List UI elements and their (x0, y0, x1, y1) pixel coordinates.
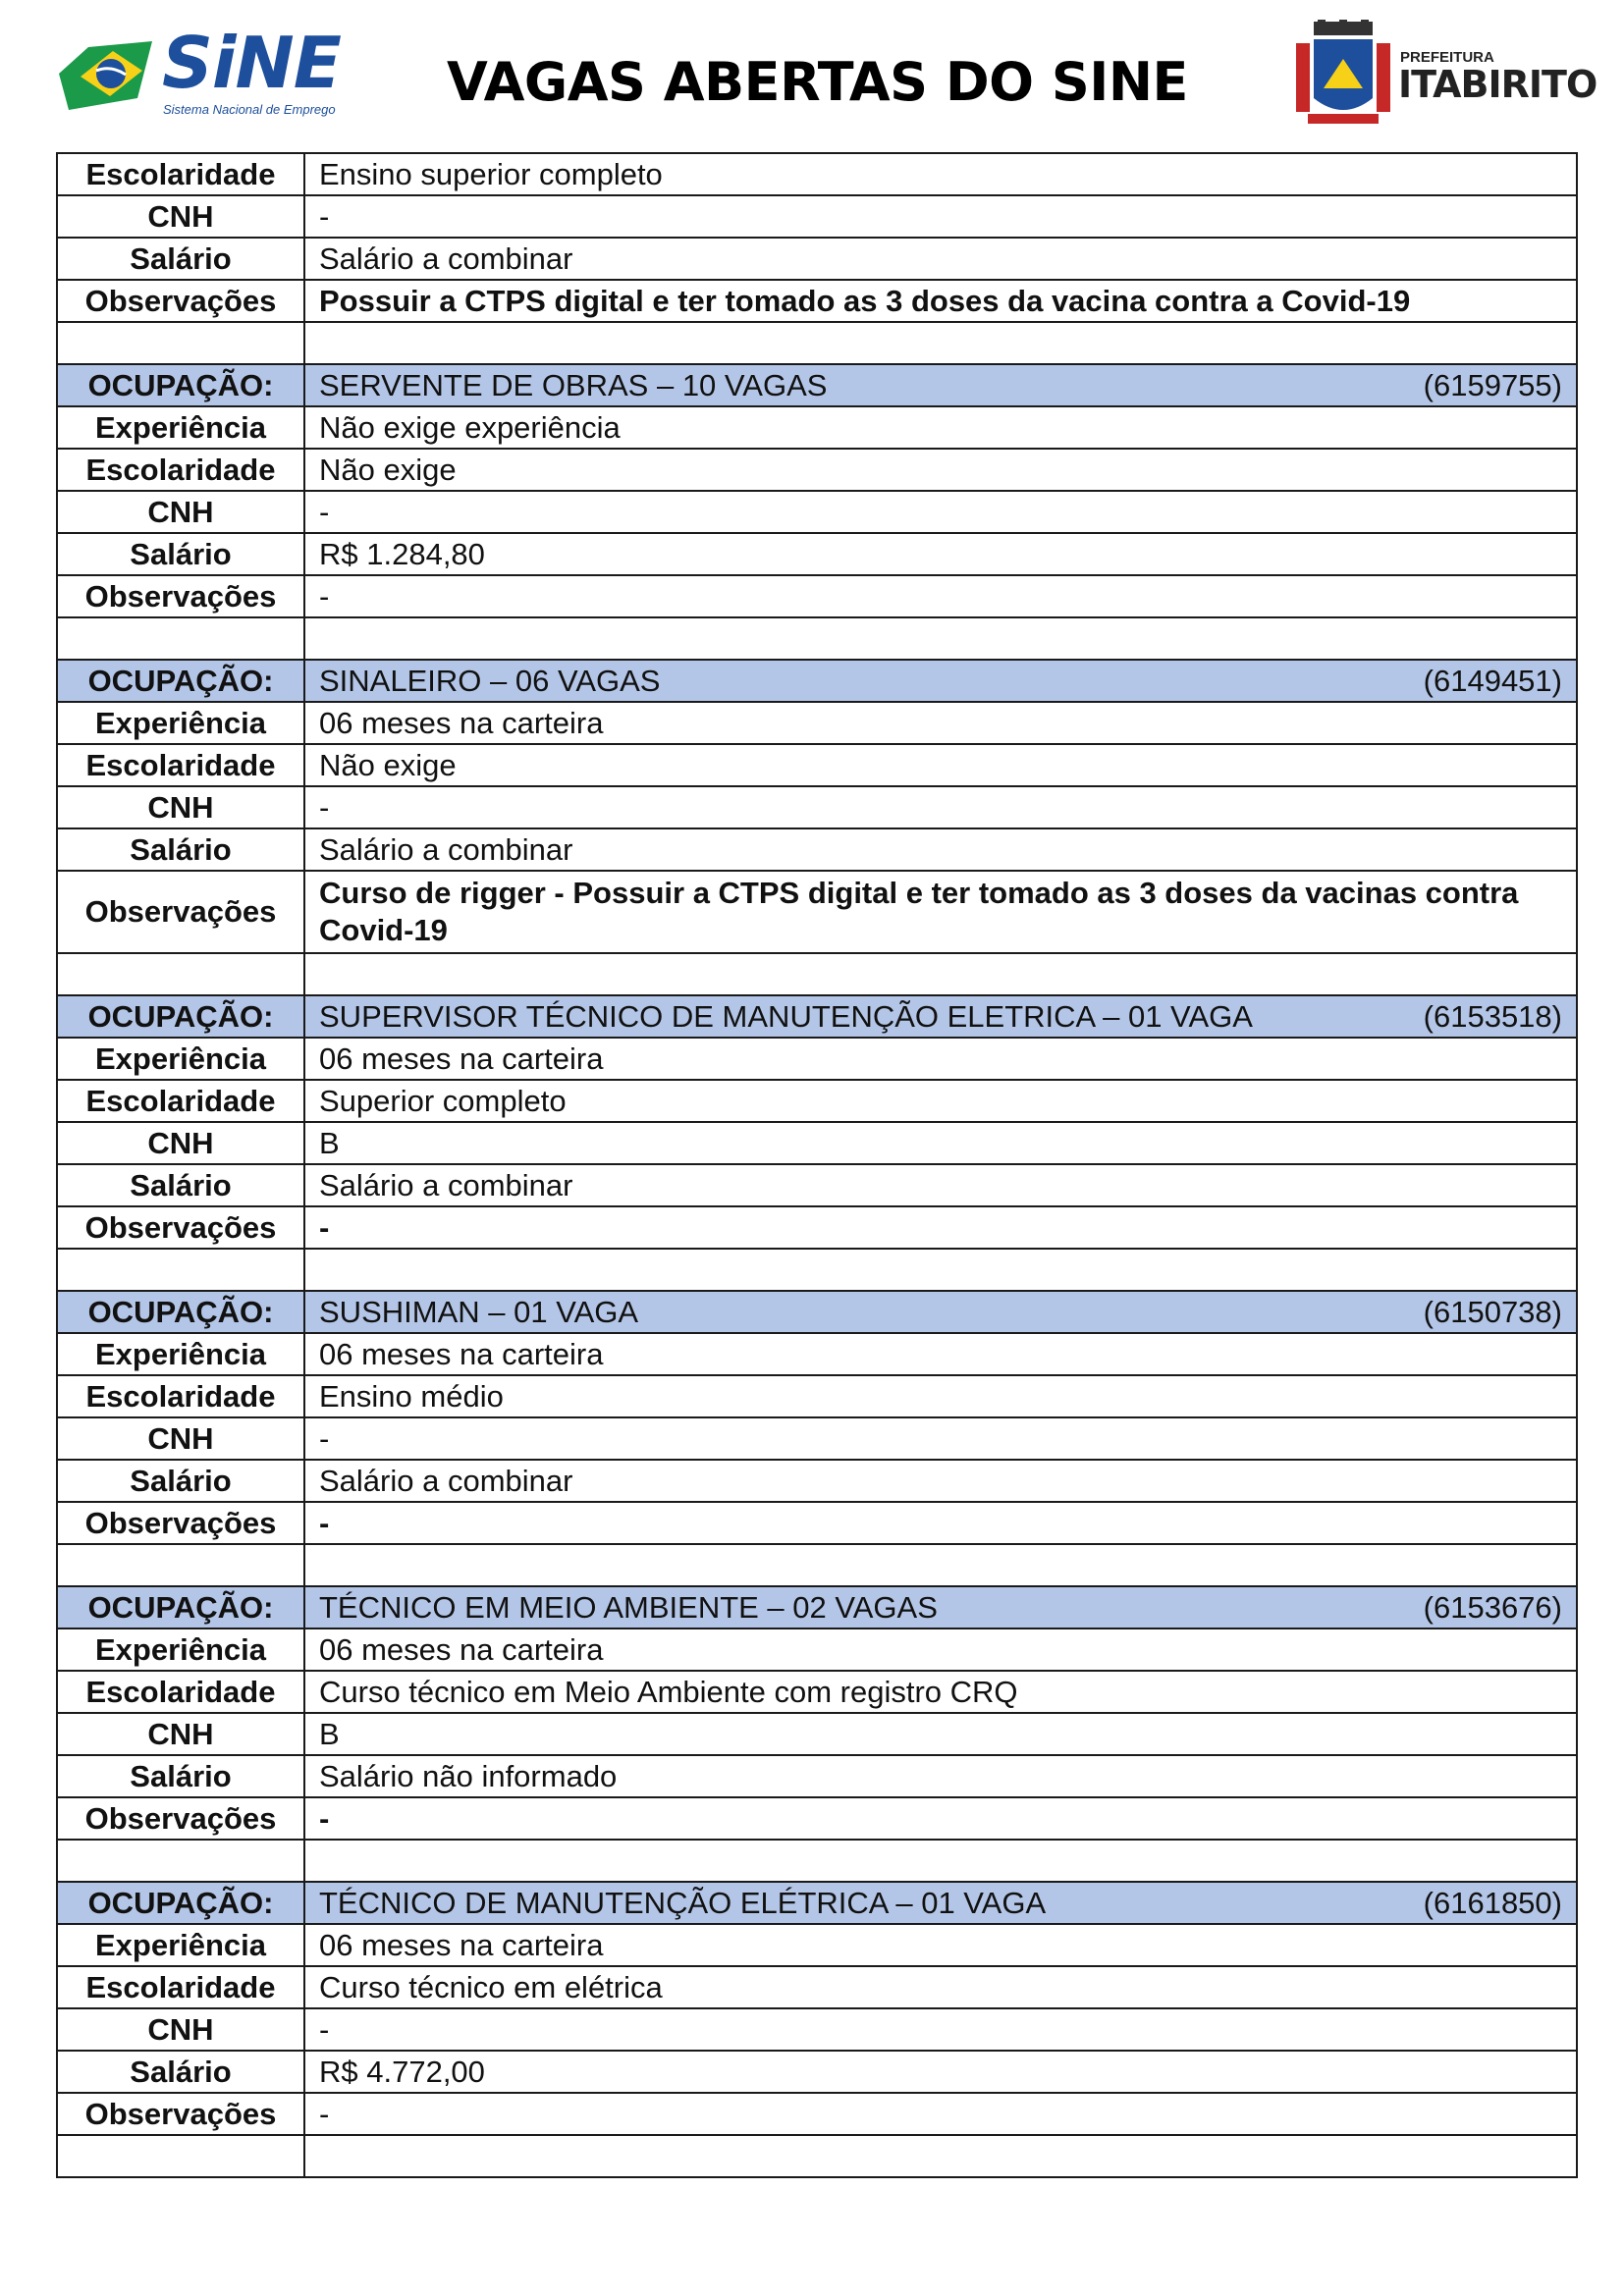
row-label: CNH (57, 195, 304, 238)
row-label: Salário (57, 533, 304, 575)
table-row (57, 238, 1577, 280)
table-row (57, 702, 1577, 744)
occupation-code: (6149451) (1423, 663, 1562, 698)
occupation-row (57, 364, 1577, 406)
occupation-cell (304, 1291, 1577, 1333)
occupation-name: SERVENTE DE OBRAS – 10 VAGAS (319, 367, 828, 402)
row-label: OCUPAÇÃO: (57, 995, 304, 1038)
table-row (57, 1375, 1577, 1417)
row-value: 06 meses na carteira (304, 702, 1577, 744)
spacer-row (57, 2135, 1577, 2177)
occupation-name: TÉCNICO DE MANUTENÇÃO ELÉTRICA – 01 VAGA (319, 1885, 1047, 1920)
row-label: Escolaridade (57, 1671, 304, 1713)
occupation-cell (304, 1586, 1577, 1629)
row-value: Salário não informado (304, 1755, 1577, 1797)
empty-cell (304, 1544, 1577, 1586)
row-label: Observações (57, 575, 304, 617)
row-label: OCUPAÇÃO: (57, 1291, 304, 1333)
row-value: Superior completo (304, 1080, 1577, 1122)
row-value: Curso de rigger - Possuir a CTPS digital e ter tomado as 3 doses da vacinas contra Covid-19 (304, 871, 1577, 953)
city-name: ITABIRITO (1398, 63, 1597, 106)
row-label: Observações (57, 1797, 304, 1840)
table-row (57, 1755, 1577, 1797)
spacer-row (57, 322, 1577, 364)
table-row (57, 1206, 1577, 1249)
table-row (57, 1713, 1577, 1755)
spacer-row (57, 1249, 1577, 1291)
row-value: R$ 1.284,80 (304, 533, 1577, 575)
empty-cell (304, 1249, 1577, 1291)
table-row (57, 1080, 1577, 1122)
row-label: Observações (57, 871, 304, 953)
table-row (57, 195, 1577, 238)
row-value: 06 meses na carteira (304, 1924, 1577, 1966)
row-label: CNH (57, 2008, 304, 2051)
row-value: R$ 4.772,00 (304, 2051, 1577, 2093)
occupation-row (57, 995, 1577, 1038)
row-value: Curso técnico em Meio Ambiente com registro CRQ (304, 1671, 1577, 1713)
row-value: - (304, 491, 1577, 533)
row-value: - (304, 1206, 1577, 1249)
row-value: - (304, 1797, 1577, 1840)
row-value: Ensino médio (304, 1375, 1577, 1417)
row-label: Salário (57, 828, 304, 871)
occupation-cell (304, 660, 1577, 702)
table-row (57, 1966, 1577, 2008)
row-label: CNH (57, 491, 304, 533)
empty-cell (304, 1840, 1577, 1882)
row-value: B (304, 1713, 1577, 1755)
row-label: CNH (57, 786, 304, 828)
row-label: Escolaridade (57, 153, 304, 195)
row-label: Salário (57, 2051, 304, 2093)
row-label: Escolaridade (57, 1966, 304, 2008)
row-label: OCUPAÇÃO: (57, 660, 304, 702)
row-value: Possuir a CTPS digital e ter tomado as 3 doses da vacina contra a Covid-19 (304, 280, 1577, 322)
row-label: Experiência (57, 1333, 304, 1375)
table-row (57, 153, 1577, 195)
table-row (57, 1038, 1577, 1080)
sine-wordmark: SiNE (162, 22, 341, 104)
row-label: Salário (57, 238, 304, 280)
row-label: Experiência (57, 1038, 304, 1080)
row-label: Escolaridade (57, 449, 304, 491)
row-value: Curso técnico em elétrica (304, 1966, 1577, 2008)
row-value: - (304, 2093, 1577, 2135)
row-label: CNH (57, 1417, 304, 1460)
table-row (57, 1164, 1577, 1206)
empty-cell (57, 1840, 304, 1882)
occupation-code: (6153676) (1423, 1589, 1562, 1625)
row-label: CNH (57, 1122, 304, 1164)
row-label: Escolaridade (57, 744, 304, 786)
table-row (57, 280, 1577, 322)
coat-of-arms-icon (1294, 20, 1392, 133)
empty-cell (304, 953, 1577, 995)
row-label: OCUPAÇÃO: (57, 364, 304, 406)
row-value: Salário a combinar (304, 828, 1577, 871)
table-row (57, 533, 1577, 575)
row-label: Observações (57, 1502, 304, 1544)
row-value: Salário a combinar (304, 238, 1577, 280)
row-label: Experiência (57, 1629, 304, 1671)
row-value: 06 meses na carteira (304, 1038, 1577, 1080)
row-value: - (304, 2008, 1577, 2051)
job-openings-table (56, 152, 1578, 2178)
table-row (57, 1460, 1577, 1502)
occupation-cell (304, 1882, 1577, 1924)
row-label: Observações (57, 2093, 304, 2135)
page-header (0, 0, 1624, 152)
table-row (57, 744, 1577, 786)
sine-logo (59, 22, 344, 123)
row-value: Não exige (304, 744, 1577, 786)
table-row (57, 406, 1577, 449)
row-value: 06 meses na carteira (304, 1333, 1577, 1375)
table-row (57, 2093, 1577, 2135)
row-value: Não exige (304, 449, 1577, 491)
spacer-row (57, 1840, 1577, 1882)
occupation-code: (6161850) (1423, 1885, 1562, 1920)
row-value: - (304, 1502, 1577, 1544)
empty-cell (57, 1249, 304, 1291)
spacer-row (57, 1544, 1577, 1586)
row-value: - (304, 786, 1577, 828)
row-value: Salário a combinar (304, 1460, 1577, 1502)
row-label: Experiência (57, 406, 304, 449)
table-row (57, 1671, 1577, 1713)
empty-cell (304, 2135, 1577, 2177)
empty-cell (304, 322, 1577, 364)
row-value: - (304, 575, 1577, 617)
table-row (57, 2008, 1577, 2051)
row-label: Salário (57, 1460, 304, 1502)
empty-cell (57, 1544, 304, 1586)
row-label: OCUPAÇÃO: (57, 1882, 304, 1924)
row-value: - (304, 195, 1577, 238)
row-value: Não exige experiência (304, 406, 1577, 449)
prefeitura-logo (1294, 20, 1597, 133)
occupation-row (57, 1882, 1577, 1924)
table-row (57, 828, 1577, 871)
row-label: Escolaridade (57, 1375, 304, 1417)
row-label: Observações (57, 280, 304, 322)
table-row (57, 491, 1577, 533)
table-row (57, 2051, 1577, 2093)
table-row (57, 449, 1577, 491)
row-value: Salário a combinar (304, 1164, 1577, 1206)
occupation-cell (304, 995, 1577, 1038)
row-label: Escolaridade (57, 1080, 304, 1122)
table-row (57, 1924, 1577, 1966)
table-row (57, 786, 1577, 828)
occupation-code: (6159755) (1423, 367, 1562, 402)
empty-cell (304, 617, 1577, 660)
table-row (57, 871, 1577, 953)
prefeitura-label: PREFEITURA (1400, 49, 1494, 66)
table-row (57, 1417, 1577, 1460)
row-label: Salário (57, 1755, 304, 1797)
table-row (57, 1333, 1577, 1375)
row-label: OCUPAÇÃO: (57, 1586, 304, 1629)
row-value: Ensino superior completo (304, 153, 1577, 195)
occupation-name: TÉCNICO EM MEIO AMBIENTE – 02 VAGAS (319, 1589, 938, 1625)
table-row (57, 1629, 1577, 1671)
occupation-code: (6150738) (1423, 1294, 1562, 1329)
empty-cell (57, 322, 304, 364)
row-value: B (304, 1122, 1577, 1164)
occupation-name: SINALEIRO – 06 VAGAS (319, 663, 661, 698)
table-row (57, 1797, 1577, 1840)
table-row (57, 1502, 1577, 1544)
empty-cell (57, 617, 304, 660)
table-row (57, 575, 1577, 617)
page-title: VAGAS ABERTAS DO SINE (447, 51, 1188, 113)
occupation-name: SUPERVISOR TÉCNICO DE MANUTENÇÃO ELETRICA – 01 VAGA (319, 998, 1253, 1034)
occupation-cell (304, 364, 1577, 406)
row-label: Experiência (57, 702, 304, 744)
spacer-row (57, 953, 1577, 995)
spacer-row (57, 617, 1577, 660)
occupation-name: SUSHIMAN – 01 VAGA (319, 1294, 639, 1329)
brazil-flag-icon (59, 29, 157, 123)
row-value: - (304, 1417, 1577, 1460)
occupation-row (57, 1291, 1577, 1333)
sine-tagline: Sistema Nacional de Emprego (163, 102, 336, 117)
occupation-row (57, 1586, 1577, 1629)
row-label: CNH (57, 1713, 304, 1755)
occupation-code: (6153518) (1423, 998, 1562, 1034)
row-label: Experiência (57, 1924, 304, 1966)
row-label: Observações (57, 1206, 304, 1249)
table-row (57, 1122, 1577, 1164)
empty-cell (57, 953, 304, 995)
occupation-row (57, 660, 1577, 702)
row-value: 06 meses na carteira (304, 1629, 1577, 1671)
row-label: Salário (57, 1164, 304, 1206)
empty-cell (57, 2135, 304, 2177)
